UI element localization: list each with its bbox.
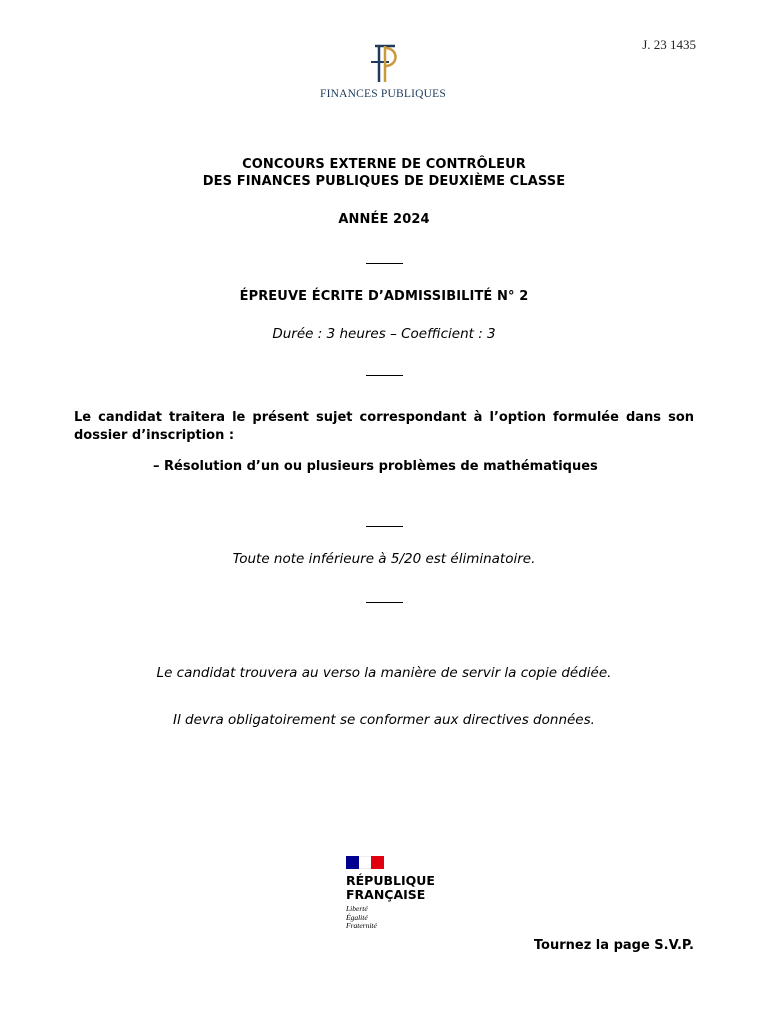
rf-motto: [346, 905, 446, 931]
intro-paragraph: Le candidat traitera le présent sujet correspondant à l’option formulée dans son dossier d’inscription :: [74, 410, 694, 443]
rf-name-line1: RÉPUBLIQUE: [346, 873, 435, 888]
motto-liberte: Liberté: [346, 904, 368, 913]
separator: [366, 263, 403, 264]
directives-instruction: Il devra obligatoirement se conformer aux directives données.: [173, 712, 595, 728]
exam-year: ANNÉE 2024: [338, 212, 430, 227]
motto-fraternite: Fraternité: [346, 921, 377, 930]
finances-publiques-logo: [318, 42, 448, 104]
verso-instruction: Le candidat trouvera au verso la manière de servir la copie dédiée.: [156, 665, 612, 681]
epreuve-title: ÉPREUVE ÉCRITE D’ADMISSIBILITÉ N° 2: [239, 289, 529, 304]
separator: [366, 602, 403, 603]
turn-page-note: Tournez la page S.V.P.: [533, 938, 694, 953]
eliminatory-note: Toute note inférieure à 5/20 est éliminatoire.: [232, 551, 536, 567]
exam-title-line1: CONCOURS EXTERNE DE CONTRÔLEUR: [242, 157, 526, 172]
motto-egalite: Égalité: [346, 912, 368, 922]
separator: [366, 375, 403, 376]
rf-name-line2: FRANÇAISE: [346, 887, 426, 902]
republique-francaise-logo: [346, 856, 446, 931]
logo-text: FINANCES PUBLIQUES: [320, 88, 446, 100]
option-item: – Résolution d’un ou plusieurs problèmes de mathématiques: [153, 459, 598, 474]
duration-coefficient: Durée : 3 heures – Coefficient : 3: [272, 326, 496, 342]
exam-title-line2: DES FINANCES PUBLIQUES DE DEUXIÈME CLASSE: [202, 174, 566, 189]
french-flag-icon: [346, 856, 384, 869]
separator: [366, 526, 403, 527]
fp-monogram-icon: [361, 42, 405, 86]
reference-code: J. 23 1435: [642, 37, 696, 52]
